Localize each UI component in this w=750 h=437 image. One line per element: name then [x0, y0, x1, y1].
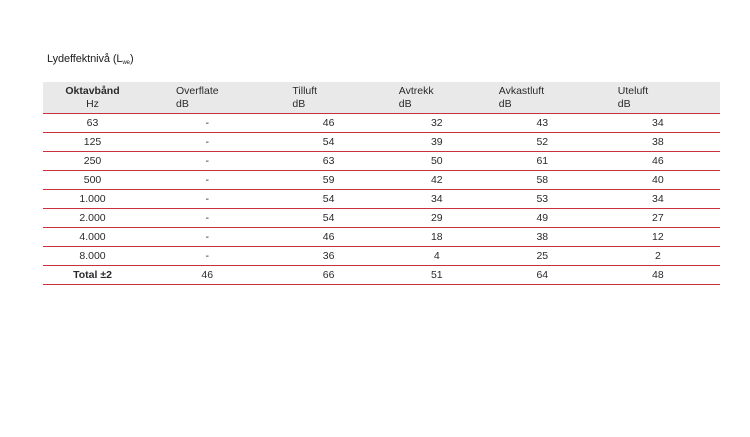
cell-band: 125	[43, 133, 142, 152]
cell-avkastluft: 64	[489, 266, 596, 285]
column-unit-uteluft: dB	[596, 97, 720, 114]
cell-avkastluft: 58	[489, 171, 596, 190]
cell-band: 8.000	[43, 247, 142, 266]
cell-uteluft: 48	[596, 266, 720, 285]
table-row	[43, 114, 720, 133]
cell-avtrekk: 4	[385, 247, 489, 266]
table-title-subscript: we	[122, 60, 130, 66]
cell-overflate: -	[142, 190, 272, 209]
cell-avtrekk: 39	[385, 133, 489, 152]
cell-tilluft: 46	[272, 228, 384, 247]
cell-avkastluft: 25	[489, 247, 596, 266]
cell-tilluft: 54	[272, 209, 384, 228]
table-title-close: )	[129, 53, 134, 65]
cell-tilluft: 54	[272, 190, 384, 209]
cell-overflate: -	[142, 228, 272, 247]
cell-band: 1.000	[43, 190, 142, 209]
cell-uteluft: 38	[596, 133, 720, 152]
table-row-total	[43, 266, 720, 285]
table-row	[43, 190, 720, 209]
cell-uteluft: 40	[596, 171, 720, 190]
cell-uteluft: 2	[596, 247, 720, 266]
cell-overflate: -	[142, 209, 272, 228]
column-unit-tilluft: dB	[272, 97, 384, 114]
cell-avkastluft: 52	[489, 133, 596, 152]
cell-overflate: -	[142, 133, 272, 152]
cell-overflate: -	[142, 247, 272, 266]
header-row-names	[43, 82, 720, 97]
column-header-avkastluft: Avkastluft	[489, 82, 596, 97]
cell-band-total: Total ±2	[43, 266, 142, 285]
table-title-text: Lydeffektnivå (L	[47, 53, 123, 65]
cell-band: 63	[43, 114, 142, 133]
cell-tilluft: 46	[272, 114, 384, 133]
cell-avtrekk: 34	[385, 190, 489, 209]
table-row	[43, 171, 720, 190]
table-row	[43, 209, 720, 228]
cell-tilluft: 63	[272, 152, 384, 171]
cell-tilluft: 59	[272, 171, 384, 190]
cell-avtrekk: 51	[385, 266, 489, 285]
cell-band: 2.000	[43, 209, 142, 228]
header-row-units	[43, 97, 720, 114]
table-row	[43, 152, 720, 171]
cell-overflate: -	[142, 152, 272, 171]
cell-band: 250	[43, 152, 142, 171]
cell-uteluft: 34	[596, 114, 720, 133]
cell-band: 500	[43, 171, 142, 190]
table-row	[43, 247, 720, 266]
cell-avkastluft: 53	[489, 190, 596, 209]
column-header-oktavband: Oktavbånd	[43, 82, 142, 97]
cell-avtrekk: 18	[385, 228, 489, 247]
cell-uteluft: 46	[596, 152, 720, 171]
column-unit-overflate: dB	[142, 97, 272, 114]
column-header-avtrekk: Avtrekk	[385, 82, 489, 97]
cell-overflate: -	[142, 114, 272, 133]
table-row	[43, 133, 720, 152]
column-header-tilluft: Tilluft	[272, 82, 384, 97]
cell-overflate: -	[142, 171, 272, 190]
cell-avkastluft: 49	[489, 209, 596, 228]
cell-tilluft: 66	[272, 266, 384, 285]
cell-band: 4.000	[43, 228, 142, 247]
column-header-overflate: Overflate	[142, 82, 272, 97]
cell-uteluft: 12	[596, 228, 720, 247]
column-header-uteluft: Uteluft	[596, 82, 720, 97]
cell-avtrekk: 42	[385, 171, 489, 190]
cell-uteluft: 34	[596, 190, 720, 209]
cell-avkastluft: 43	[489, 114, 596, 133]
cell-avtrekk: 50	[385, 152, 489, 171]
table-title	[47, 53, 134, 66]
table-row	[43, 228, 720, 247]
cell-avtrekk: 32	[385, 114, 489, 133]
cell-tilluft: 36	[272, 247, 384, 266]
cell-overflate: 46	[142, 266, 272, 285]
column-unit-avkastluft: dB	[489, 97, 596, 114]
cell-avtrekk: 29	[385, 209, 489, 228]
sound-power-table	[43, 82, 720, 285]
cell-avkastluft: 61	[489, 152, 596, 171]
column-unit-oktavband: Hz	[43, 97, 142, 114]
cell-avkastluft: 38	[489, 228, 596, 247]
column-unit-avtrekk: dB	[385, 97, 489, 114]
cell-uteluft: 27	[596, 209, 720, 228]
cell-tilluft: 54	[272, 133, 384, 152]
